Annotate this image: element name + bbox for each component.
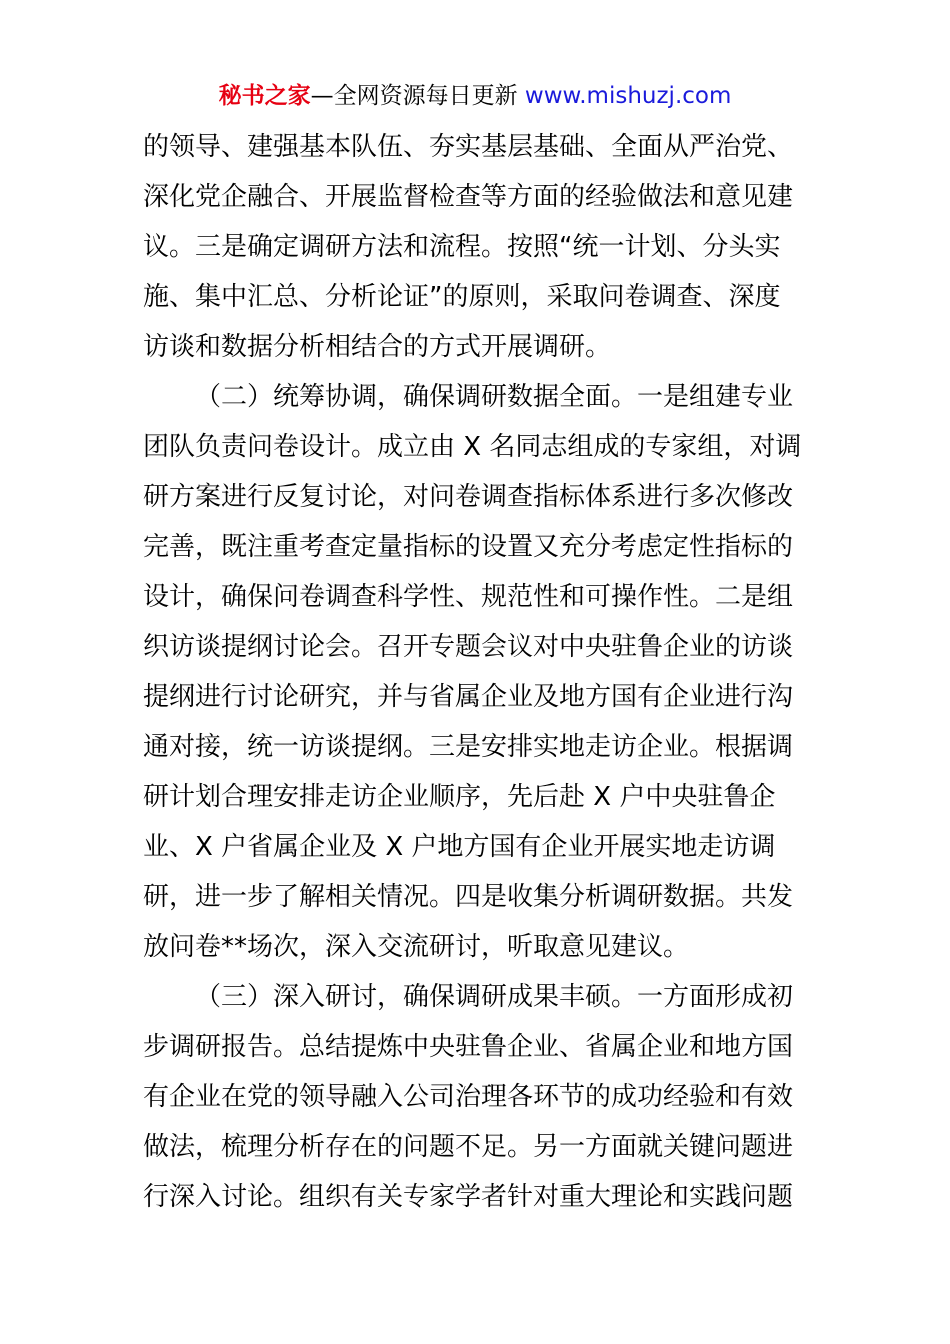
header-tagline: —全网资源每日更新 (310, 83, 518, 109)
text-line: 完善，既注重考查定量指标的设置又充分考虑定性指标的 (143, 532, 794, 562)
section-heading-line: （三）深入研讨，确保调研成果丰硕。一方面形成初 (195, 982, 794, 1012)
document-body (143, 122, 807, 1222)
section-heading-line: （二）统筹协调，确保调研数据全面。一是组建专业 (195, 382, 794, 412)
text-line: 步调研报告。总结提炼中央驻鲁企业、省属企业和地方国 (143, 1032, 794, 1062)
text-line: 织访谈提纲讨论会。召开专题会议对中央驻鲁企业的访谈 (143, 632, 794, 662)
text-line: 做法，梳理分析存在的问题不足。另一方面就关键问题进 (143, 1132, 794, 1162)
text-line: 业、X 户省属企业及 X 户地方国有企业开展实地走访调 (143, 832, 776, 862)
text-line: 研，进一步了解相关情况。四是收集分析调研数据。共发 (143, 882, 794, 912)
text-line: 有企业在党的领导融入公司治理各环节的成功经验和有效 (143, 1082, 794, 1112)
text-line: 施、集中汇总、分析论证”的原则，采取问卷调查、深度 (143, 282, 781, 312)
text-line: 的领导、建强基本队伍、夯实基层基础、全面从严治党、 (143, 132, 794, 162)
text-line: 深化党企融合、开展监督检查等方面的经验做法和意见建 (143, 182, 794, 212)
text-line: 通对接，统一访谈提纲。三是安排实地走访企业。根据调 (143, 732, 794, 762)
text-line: 提纲进行讨论研究，并与省属企业及地方国有企业进行沟 (143, 682, 794, 712)
brand-name: 秘书之家 (218, 83, 311, 109)
site-url-link[interactable]: www.mishuzj.com (524, 83, 732, 109)
text-line: 议。三是确定调研方法和流程。按照“统一计划、分头实 (143, 232, 781, 262)
text-line: 行深入讨论。组织有关专家学者针对重大理论和实践问题 (143, 1182, 794, 1212)
text-line: 访谈和数据分析相结合的方式开展调研。 (143, 332, 612, 362)
text-line: 研方案进行反复讨论，对问卷调查指标体系进行多次修改 (143, 482, 794, 512)
text-line: 设计，确保问卷调查科学性、规范性和可操作性。二是组 (143, 582, 794, 612)
text-line: 研计划合理安排走访企业顺序，先后赴 X 户中央驻鲁企 (143, 782, 776, 812)
site-header (0, 80, 950, 112)
text-line: 团队负责问卷设计。成立由 X 名同志组成的专家组，对调 (143, 432, 802, 462)
text-line: 放问卷**场次，深入交流研讨，听取意见建议。 (143, 932, 690, 962)
